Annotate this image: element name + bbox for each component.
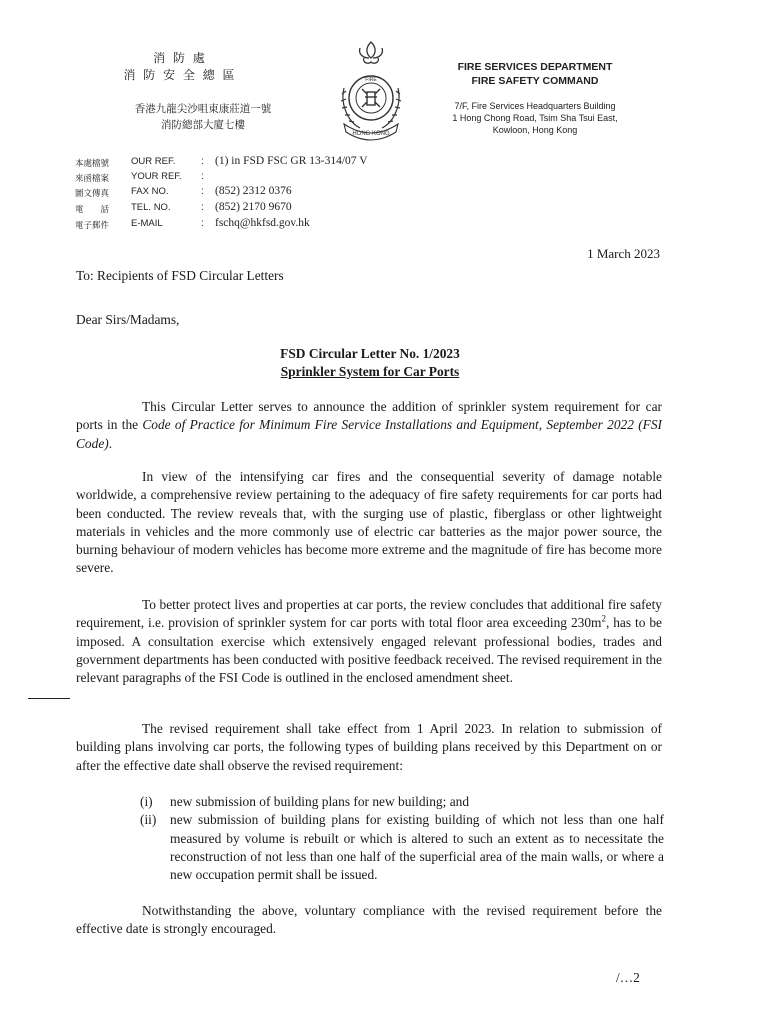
paragraph-1-end: .: [108, 435, 113, 451]
paragraph-3-superscript: 2: [601, 613, 606, 624]
reference-label-en: TEL. NO.: [131, 202, 171, 213]
reference-value-email: fschq@hkfsd.gov.hk: [215, 217, 310, 229]
addressee-line: To: Recipients of FSD Circular Letters: [76, 268, 284, 283]
letterhead-en-address-line-3: Kowloon, Hong Kong: [492, 125, 578, 135]
paragraph-3-text-a: To better protect lives and properties at car ports, the review concludes that additional fire safety requirement, i.e. provision of sprinkler system for car ports with total floor area exceeding 230m: [76, 597, 662, 631]
paragraph-5: Notwithstanding the above, voluntary compliance with the revised requirement before the effective date is strongly encouraged.: [76, 903, 662, 937]
page-continuation-marker: /…2: [616, 970, 640, 985]
emblem-ribbon-text: HONG KONG: [352, 131, 390, 137]
reference-label-cn: 來函檔案: [75, 174, 110, 184]
requirement-list: [140, 793, 664, 884]
letterhead-en-department: FIRE SERVICES DEPARTMENT: [457, 61, 613, 73]
reference-label-cn: 電子郵件: [75, 221, 110, 231]
reference-label-en: FAX NO.: [131, 186, 169, 197]
paragraph-3: [76, 596, 662, 687]
emblem-top-text: FIRE: [365, 77, 377, 83]
letterhead-cn-address-line-2: 消防總部大廈七樓: [161, 119, 245, 131]
reference-value: (852) 2170 9670: [215, 201, 292, 213]
paragraph-4: The revised requirement shall take effect from 1 April 2023. In relation to submission of building plans involving car ports, the following types of building plans received by this Department on or after the effective date shall observe the revised requirement:: [76, 721, 662, 773]
list-item-number: (ii): [140, 812, 157, 828]
salutation: Dear Sirs/Madams,: [76, 312, 180, 327]
reference-label-en: OUR REF.: [131, 156, 176, 167]
circular-title: FSD Circular Letter No. 1/2023: [280, 346, 460, 361]
fire-services-emblem-icon: [330, 38, 412, 142]
paragraph-2: In view of the intensifying car fires and the consequential severity of damage notable worldwide, a comprehensive review pertaining to the adequacy of fire safety requirements for car ports had been conducted. The review reveals that, with the surging use of plastic, fiberglass or other lightweight materials in vehicles and the more commonly use of electric car batteries as the major power source, the burning behaviour of modern vehicles has become more extreme and the magnitude of fire has become more severe.: [76, 469, 662, 576]
reference-label-en: E-MAIL: [131, 218, 163, 229]
margin-mark-line: [28, 698, 70, 699]
letterhead-cn-address-line-1: 香港九龍尖沙咀東康莊道一號: [134, 103, 272, 115]
list-item-number: (i): [140, 794, 153, 809]
reference-value: (852) 2312 0376: [215, 185, 292, 197]
list-item-text: new submission of building plans for existing building of which not less than one half measured by volume is rebuilt or which is altered to such an extent as to necessitate the reconstruction of not less than one half of the superficial area of the main walls, or where a new occupation permit shall be issued.: [170, 812, 664, 883]
reference-colon: :: [201, 171, 204, 182]
letterhead-en-command: FIRE SAFETY COMMAND: [471, 75, 599, 87]
paragraph-3-text-b: , has to be imposed. A consultation exercise which extensively engaged relevant professional bodies, trades and government departments has been conducted with positive feedback received. The revised requirement in the relevant paragraphs of the FSI Code is outlined in the enclosed amendment sheet.: [76, 615, 663, 686]
reference-colon: :: [201, 218, 204, 229]
reference-label-cn: 電 話: [75, 205, 110, 215]
letterhead-cn-command: 消 防 安 全 總 區: [123, 68, 237, 82]
letterhead-en-address-line-2: 1 Hong Chong Road, Tsim Sha Tsui East,: [452, 113, 618, 123]
paragraph-1: [76, 398, 662, 453]
reference-colon: :: [201, 156, 204, 167]
reference-label-en: YOUR REF.: [131, 171, 182, 182]
fsi-code-title: Code of Practice for Minimum Fire Service Installations and Equipment, September 2022 (FSI Code): [76, 417, 662, 451]
reference-label-cn: 本處檔號: [75, 159, 110, 169]
paragraph-1-text: This Circular Letter serves to announce the addition of sprinkler system requirement for car ports in the: [76, 399, 662, 433]
circular-subtitle: Sprinkler System for Car Ports: [280, 364, 460, 379]
reference-colon: :: [201, 186, 204, 197]
letter-date: 1 March 2023: [587, 246, 660, 261]
letterhead-cn-department: 消 防 處: [153, 51, 207, 65]
reference-label-cn: 圖文傳真: [75, 189, 110, 199]
reference-colon: :: [201, 202, 204, 213]
list-item: [140, 793, 664, 811]
list-item-text: new submission of building plans for new building; and: [170, 794, 470, 809]
list-item: [140, 811, 664, 884]
letterhead-en-address-line-1: 7/F, Fire Services Headquarters Building: [454, 101, 616, 111]
reference-value: (1) in FSD FSC GR 13-314/07 V: [215, 155, 368, 167]
